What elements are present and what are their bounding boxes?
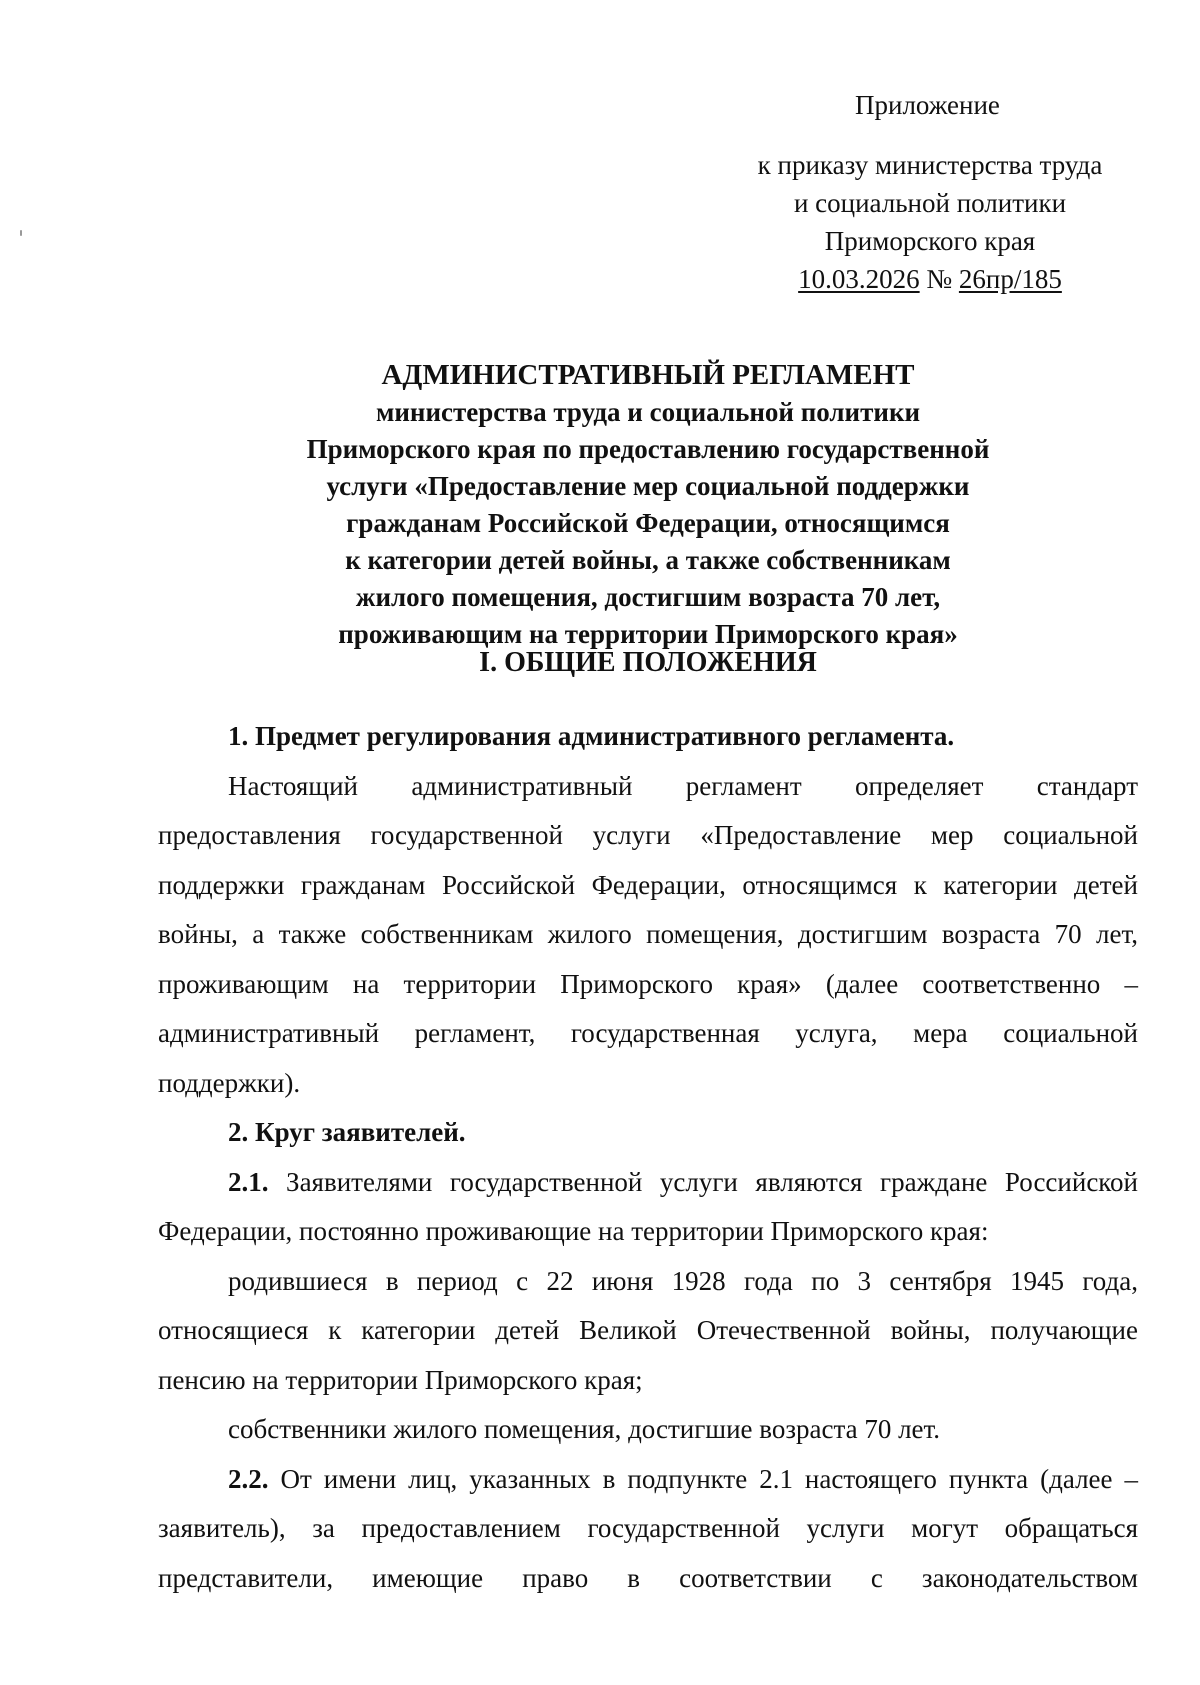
title-line: министерства труда и социальной политики [375,397,921,427]
order-ref-line: к приказу министерства труда [757,150,1103,180]
order-number-sign: № [926,264,953,294]
clause-2-1-number: 2.1. [228,1166,269,1197]
order-ref-line: и социальной политики [793,188,1067,218]
clause-2-1 [158,1158,1138,1257]
clause-2-2 [158,1455,1138,1604]
order-number: 26пр/185 [958,264,1062,294]
title-line: к категории детей войны, а также собственникам [345,545,951,575]
title-main: АДМИНИСТРАТИВНЫЙ РЕГЛАМЕНТ [381,359,915,391]
order-date: 10.03.2026 [798,264,920,294]
section-heading: I. ОБЩИЕ ПОЛОЖЕНИЯ [479,647,817,678]
clause-1-heading: 1. Предмет регулирования административного регламента. [228,721,955,751]
title-line: услуги «Предоставление мер социальной поддержки [326,471,970,501]
order-date-number [730,260,1130,298]
appendix-label: Приложение [855,90,1000,120]
clause-2-1-item-1: родившиеся в период с 22 июня 1928 года по 3 сентября 1945 года, относящиеся к категории детей Великой Отечественной войны, получающие пенсию на территории Приморского края; [158,1265,1138,1395]
clause-2-heading: 2. Круг заявителей. [228,1117,466,1147]
clause-2-2-number: 2.2. [228,1463,269,1494]
clause-1-text: Настоящий административный регламент определяет стандарт предоставления государственной услуги «Предоставление мер социальной поддержки гражданам Российской Федерации, относящимся к категории детей войны, а также собственникам жилого помещения, достигшим возраста 70 лет, проживающим на территории Приморского края» (далее соответственно – административный регламент, государственная услуга, мера социальной поддержки). [158,770,1138,1098]
title-line: проживающим на территории Приморского края» [338,619,958,649]
order-ref-line: Приморского края [824,226,1036,256]
document-body [158,712,1138,1603]
document-title [258,357,1038,653]
scan-artifact [20,230,22,236]
title-line: гражданам Российской Федерации, относящимся [346,508,950,538]
title-line: жилого помещения, достигшим возраста 70 лет, [355,582,941,612]
clause-2-1-item-2: собственники жилого помещения, достигшие возраста 70 лет. [228,1414,941,1444]
title-line: Приморского края по предоставлению государственной [306,434,990,464]
clause-2-2-text: От имени лиц, указанных в подпункте 2.1 настоящего пункта (далее – заявитель), за предоставлением государственной услуги могут обращаться представители, имеющие право в соответствии с законодательством [158,1463,1138,1593]
clause-2-1-text: Заявителями государственной услуги являются граждане Российской Федерации, постоянно проживающие на территории Приморского края: [158,1166,1138,1246]
order-reference [730,146,1130,298]
